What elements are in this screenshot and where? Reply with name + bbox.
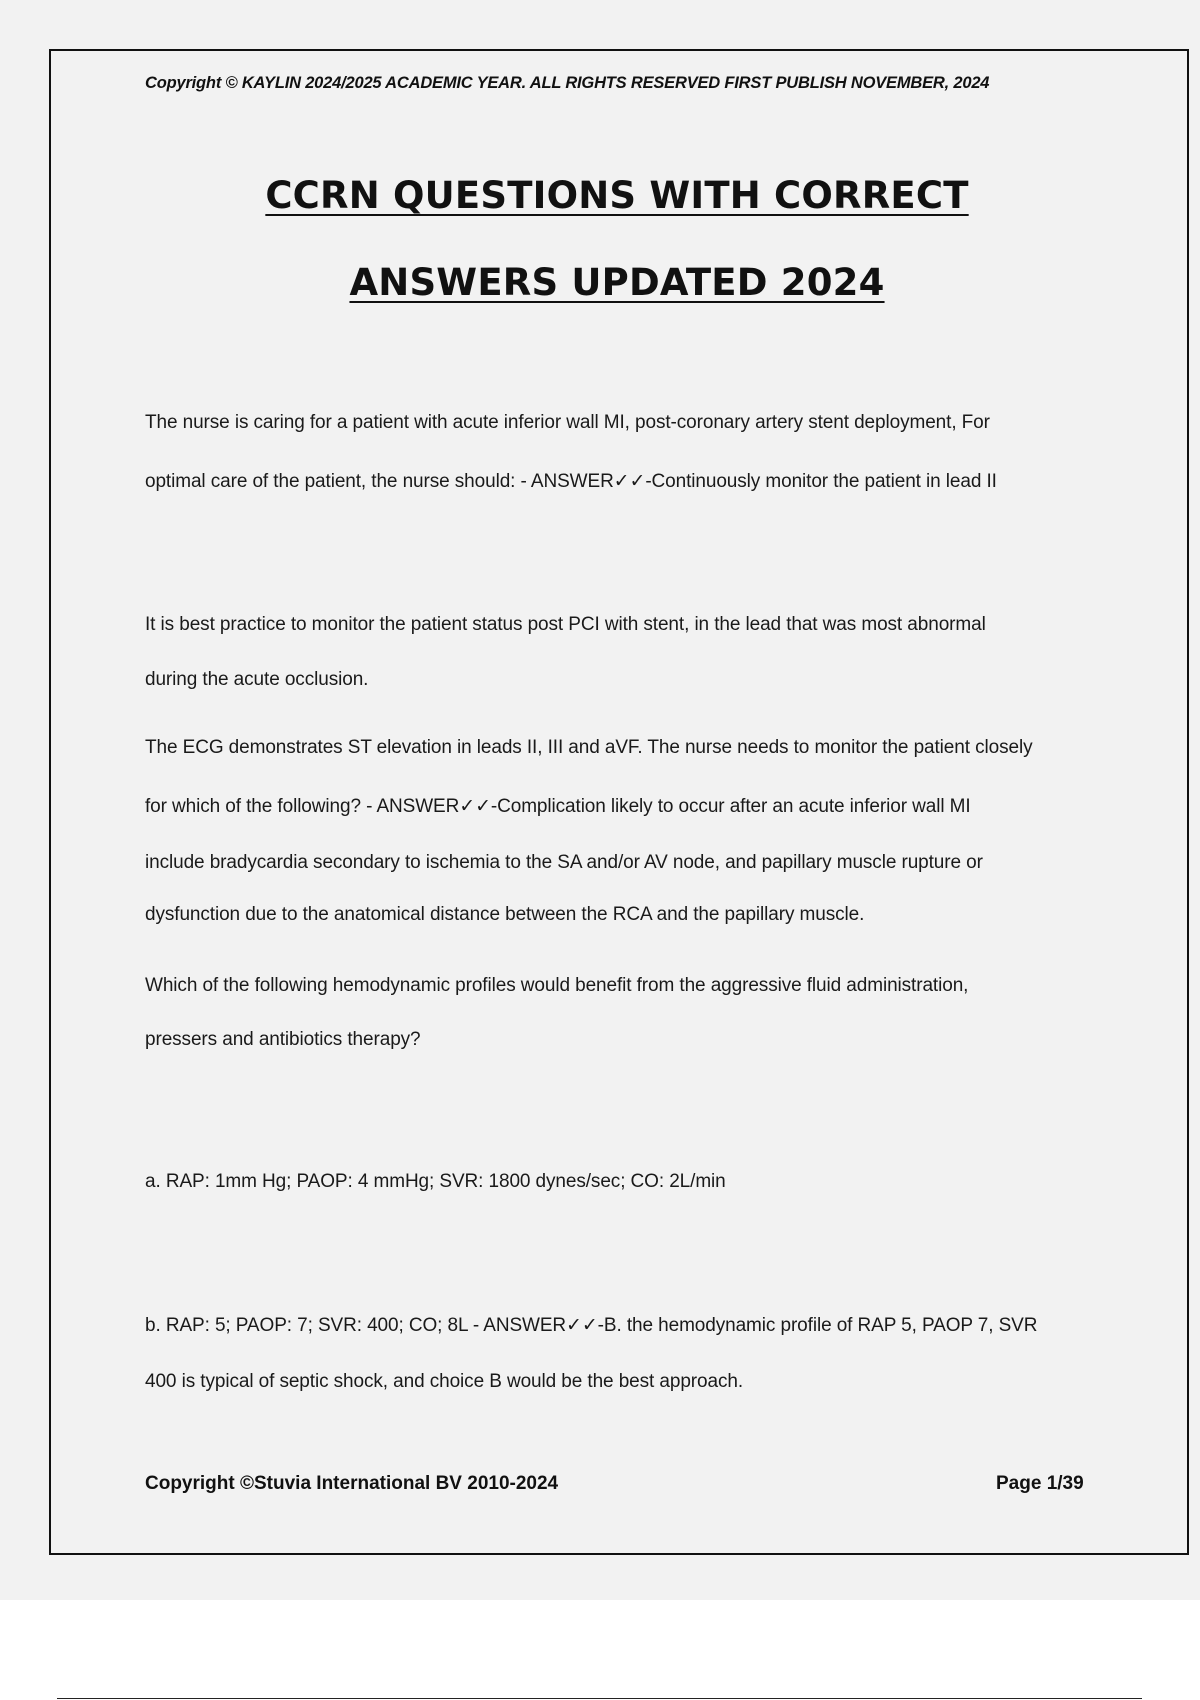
body-line: The ECG demonstrates ST elevation in leads II, III and aVF. The nurse needs to monitor the patient closely	[145, 737, 1033, 758]
body-line: optimal care of the patient, the nurse should: - ANSWER✓✓-Continuously monitor the patient in lead II	[145, 471, 997, 492]
footer-copyright: Copyright ©Stuvia International BV 2010-2024	[145, 1473, 559, 1494]
document-title-line-2: ANSWERS UPDATED 2024	[349, 261, 885, 304]
document-title-line-1: CCRN QUESTIONS WITH CORRECT	[265, 174, 969, 217]
body-line: 400 is typical of septic shock, and choice B would be the best approach.	[145, 1371, 743, 1392]
body-line: pressers and antibiotics therapy?	[145, 1029, 421, 1050]
body-line: The nurse is caring for a patient with acute inferior wall MI, post-coronary artery stent deployment, For	[145, 412, 990, 433]
page-number: Page 1/39	[996, 1473, 1084, 1494]
body-line: dysfunction due to the anatomical distance between the RCA and the papillary muscle.	[145, 904, 865, 925]
next-page-rule	[57, 1698, 1142, 1699]
body-line: It is best practice to monitor the patient status post PCI with stent, in the lead that was most abnormal	[145, 614, 986, 635]
answer-option-a: a. RAP: 1mm Hg; PAOP: 4 mmHg; SVR: 1800 dynes/sec; CO: 2L/min	[145, 1171, 726, 1192]
body-line: during the acute occlusion.	[145, 669, 369, 690]
body-line: Which of the following hemodynamic profiles would benefit from the aggressive fluid administration,	[145, 975, 969, 996]
body-line: include bradycardia secondary to ischemia to the SA and/or AV node, and papillary muscle rupture or	[145, 852, 983, 873]
header-copyright: Copyright © KAYLIN 2024/2025 ACADEMIC YEAR. ALL RIGHTS RESERVED FIRST PUBLISH NOVEMBER, 2024	[145, 74, 990, 92]
body-line: for which of the following? - ANSWER✓✓-Complication likely to occur after an acute inferior wall MI	[145, 796, 971, 817]
answer-option-b: b. RAP: 5; PAOP: 7; SVR: 400; CO; 8L - ANSWER✓✓-B. the hemodynamic profile of RAP 5, PAOP 7, SVR	[145, 1315, 1038, 1336]
next-page-area	[0, 1600, 1200, 1700]
